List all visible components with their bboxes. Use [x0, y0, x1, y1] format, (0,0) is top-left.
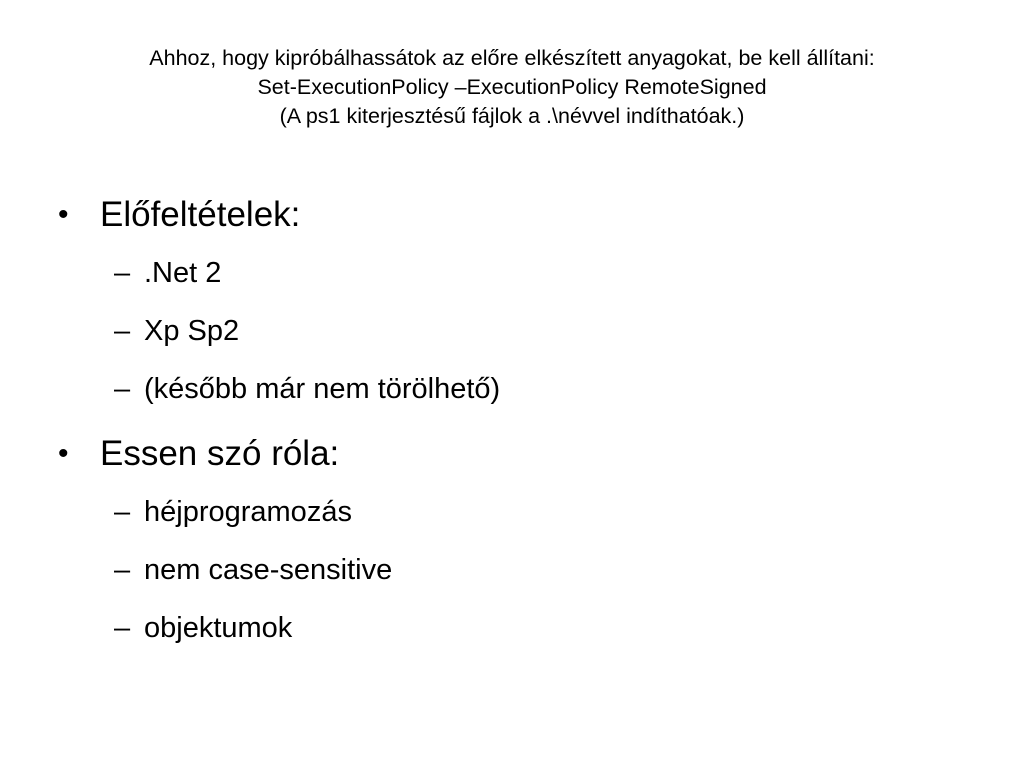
dash-icon: – [114, 554, 131, 586]
sub-bullet [58, 302, 978, 360]
sub-bullet-text: héjprogramozás [144, 496, 352, 528]
title-line: Set-ExecutionPolicy –ExecutionPolicy RemoteSigned [257, 75, 767, 99]
dash-icon: – [114, 496, 131, 528]
dash-icon: – [114, 315, 131, 347]
slide-title [40, 44, 984, 131]
sub-bullet-text: objektumok [144, 612, 293, 644]
sub-bullet-text: (később már nem törölhető) [144, 373, 501, 405]
sub-bullet [58, 483, 978, 541]
dash-icon: – [114, 257, 131, 289]
sub-bullet [58, 360, 978, 418]
bullet-heading-text: Előfeltételek: [100, 195, 301, 234]
title-line: (A ps1 kiterjesztésű fájlok a .\névvel indíthatóak.) [279, 104, 745, 128]
bullet-dot-icon: • [58, 437, 69, 470]
sub-bullet-text: nem case-sensitive [144, 554, 393, 586]
bullet-heading [58, 186, 978, 244]
sub-bullet-text: .Net 2 [144, 257, 222, 289]
bullet-dot-icon: • [58, 198, 69, 231]
sub-bullet-text: Xp Sp2 [144, 315, 240, 347]
bullet-heading-text: Essen szó róla: [100, 434, 340, 473]
bullet-heading [58, 425, 978, 483]
dash-icon: – [114, 373, 131, 405]
dash-icon: – [114, 612, 131, 644]
sub-bullet [58, 244, 978, 302]
bullet-list [58, 186, 978, 657]
sub-bullet [58, 599, 978, 657]
title-line: Ahhoz, hogy kipróbálhassátok az előre elkészített anyagokat, be kell állítani: [149, 46, 875, 70]
sub-bullet [58, 541, 978, 599]
